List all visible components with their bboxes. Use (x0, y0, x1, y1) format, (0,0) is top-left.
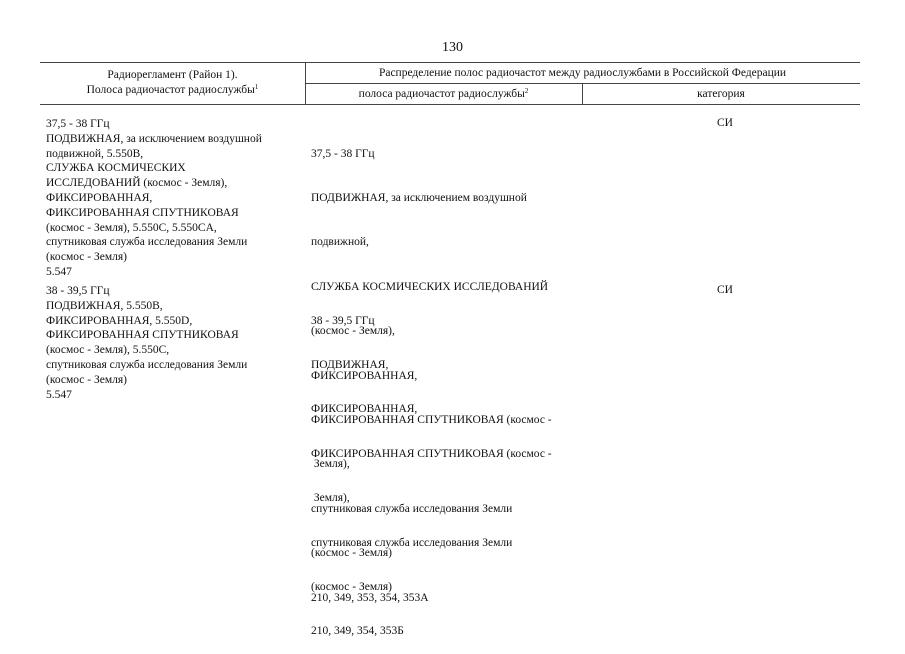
header-col2-footnote: 2 (524, 87, 529, 95)
row2-col1 (46, 284, 247, 402)
header-col1-line2: Полоса радиочастот радиослужбы (86, 84, 255, 96)
table-line: 37,5 - 38 ГГц (46, 118, 110, 130)
table-line: 38 - 39,5 ГГц (311, 314, 375, 327)
table-line: подвижной, (311, 236, 369, 249)
table-line: ФИКСИРОВАННАЯ СПУТНИКОВАЯ (космос - (311, 447, 552, 460)
table-line: спутниковая служба исследования Земли (311, 536, 513, 549)
table-line: ИССЛЕДОВАНИЙ (космос - Земля), (46, 177, 228, 190)
table-line: 5.547 (46, 388, 72, 401)
page-number: 130 (442, 40, 463, 55)
table-line: ФИКСИРОВАННАЯ, (311, 403, 418, 416)
table-line: (космос - Земля), 5.550C, 5.550CA, (46, 221, 217, 234)
table-line: 38 - 39,5 ГГц (46, 285, 110, 297)
table-line: спутниковая служба исследования Земли (46, 358, 248, 371)
table-line: ФИКСИРОВАННАЯ, (46, 191, 153, 204)
table-line: 5.547 (46, 265, 72, 278)
table-line: ПОДВИЖНАЯ, за исключением воздушной (311, 191, 527, 204)
header-col2-band-wrap (305, 87, 582, 102)
table-line: ФИКСИРОВАННАЯ, (311, 369, 418, 382)
table-line: (космос - Земля) (46, 251, 127, 264)
table-line: ПОДВИЖНАЯ, за исключением воздушной (46, 132, 262, 145)
row2-category: СИ (717, 284, 733, 296)
table-top-rule (40, 62, 860, 63)
header-col1-line1: Радиорегламент (Район 1). (107, 69, 238, 81)
header-col1-footnote: 1 (254, 83, 259, 91)
row1-category: СИ (717, 117, 733, 129)
table-line: (космос - Земля) (46, 373, 127, 386)
table-line: ПОДВИЖНАЯ, (311, 358, 389, 371)
header-col2-category: категория (697, 88, 745, 100)
table-line: спутниковая служба исследования Земли (46, 236, 248, 249)
header-col1 (40, 68, 305, 98)
table-line: спутниковая служба исследования Земли (311, 502, 513, 515)
header-col2-title: Распределение полос радиочастот между радиослужбами в Российской Федерации (378, 67, 787, 79)
row2-col2 (311, 284, 552, 654)
table-line: (космос - Земля), 5.550C, (46, 344, 170, 357)
table-line: Земля), (311, 458, 350, 471)
table-line: 210, 349, 353, 354, 353A (311, 591, 429, 604)
header-bottom-rule (40, 104, 860, 105)
header-col1-line2-wrap (40, 83, 305, 98)
table-line: подвижной, 5.550B, (46, 147, 144, 160)
table-line: 37,5 - 38 ГГц (311, 147, 375, 160)
table-line: ФИКСИРОВАННАЯ СПУТНИКОВАЯ (46, 206, 239, 219)
table-line: ФИКСИРОВАННАЯ СПУТНИКОВАЯ (46, 329, 239, 342)
table-line: ПОДВИЖНАЯ, 5.550B, (46, 299, 163, 312)
table-line: ФИКСИРОВАННАЯ СПУТНИКОВАЯ (космос - (311, 413, 552, 426)
table-line: (космос - Земля) (311, 547, 392, 560)
row1-col1 (46, 117, 262, 280)
table-line: (космос - Земля) (311, 580, 392, 593)
table-line: ФИКСИРОВАННАЯ, 5.550D, (46, 314, 193, 327)
table-line: СЛУЖБА КОСМИЧЕСКИХ ИССЛЕДОВАНИЙ (311, 280, 549, 293)
header-col2-band: полоса радиочастот радиослужбы (358, 88, 525, 100)
table-line: 210, 349, 354, 353Б (311, 625, 404, 638)
table-line: Земля), (311, 492, 350, 505)
table-line: (космос - Земля), (311, 325, 395, 338)
table-line: СЛУЖБА КОСМИЧЕСКИХ (46, 162, 186, 175)
